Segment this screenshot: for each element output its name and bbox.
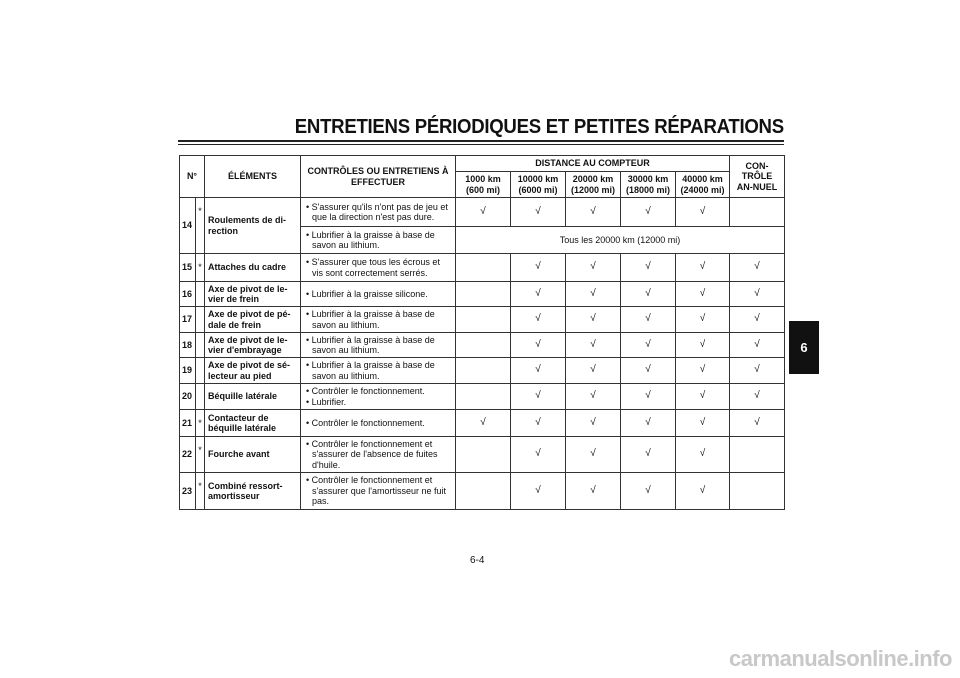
check-cell <box>730 358 785 384</box>
action-text: Lubrifier. <box>311 396 347 407</box>
action-text: Contrôler le fonctionnement et s'assurer de l'absence de fuites d'huile. <box>311 438 438 470</box>
table-row <box>180 282 785 307</box>
row-number: 23 <box>180 473 196 510</box>
action-text: S'assurer qu'ils n'ont pas de jeu et que la direction n'est pas dure. <box>311 201 448 222</box>
check-mark-icon: √ <box>535 338 541 350</box>
check-mark-icon: √ <box>590 261 596 273</box>
check-mark-icon: √ <box>754 338 760 350</box>
check-cell <box>621 384 676 410</box>
action-cell <box>301 358 456 384</box>
check-mark-icon: √ <box>645 205 651 217</box>
header-elements: ÉLÉMENTS <box>205 156 301 198</box>
table-row <box>180 198 785 227</box>
critical-star <box>196 333 205 358</box>
table-row <box>180 473 785 510</box>
action-cell <box>301 473 456 510</box>
action-cell <box>301 227 456 254</box>
action-text: Contrôler le fonctionnement. <box>311 386 425 396</box>
table-row <box>180 437 785 473</box>
check-cell <box>456 307 511 333</box>
check-mark-icon: √ <box>645 287 651 299</box>
check-mark-icon: √ <box>754 364 760 376</box>
page-number: 6-4 <box>470 555 485 566</box>
check-cell <box>456 254 511 282</box>
header-interval: 40000 km (24000 mi) <box>676 172 730 198</box>
check-cell <box>676 333 730 358</box>
check-cell <box>730 333 785 358</box>
maintenance-table <box>179 155 785 510</box>
header-no: N° <box>180 156 205 198</box>
check-cell <box>676 307 730 333</box>
critical-star: * <box>196 437 205 473</box>
row-number: 16 <box>180 282 196 307</box>
check-cell <box>456 333 511 358</box>
check-cell <box>566 358 621 384</box>
action-text: Lubrifier à la graisse à base de savon au lithium. <box>311 309 435 330</box>
action-item: • Contrôler le fonctionnement et s'assurer que l'amortisseur ne fuit pas. <box>306 475 446 507</box>
check-cell <box>621 198 676 227</box>
action-cell <box>301 198 456 227</box>
table-row <box>180 358 785 384</box>
check-cell <box>730 254 785 282</box>
check-cell <box>676 358 730 384</box>
check-mark-icon: √ <box>754 287 760 299</box>
check-cell <box>621 282 676 307</box>
action-cell <box>301 384 456 410</box>
critical-star: * <box>196 198 205 254</box>
header-distance: DISTANCE AU COMPTEUR <box>456 156 730 172</box>
check-mark-icon: √ <box>645 390 651 402</box>
check-cell <box>676 473 730 510</box>
check-mark-icon: √ <box>754 416 760 428</box>
row-number: 17 <box>180 307 196 333</box>
check-mark-icon: √ <box>645 313 651 325</box>
check-cell <box>730 437 785 473</box>
interval-note: Tous les 20000 km (12000 mi) <box>456 227 785 254</box>
check-cell <box>456 437 511 473</box>
check-mark-icon: √ <box>480 205 486 217</box>
check-cell <box>511 437 566 473</box>
element-name: Axe de pivot de sé-lecteur au pied <box>205 358 301 384</box>
check-cell <box>456 410 511 437</box>
element-name: Roulements de di-rection <box>205 198 301 254</box>
check-cell <box>511 254 566 282</box>
check-cell <box>566 333 621 358</box>
check-mark-icon: √ <box>645 416 651 428</box>
check-cell <box>566 384 621 410</box>
row-number: 15 <box>180 254 196 282</box>
check-mark-icon: √ <box>754 313 760 325</box>
header-controls: CONTRÔLES OU ENTRETIENS À EFFECTUER <box>301 156 456 198</box>
action-text: Lubrifier à la graisse à base de savon au lithium. <box>311 360 435 381</box>
check-cell <box>621 254 676 282</box>
header-annual: CON-TRÔLE AN-NUEL <box>730 156 785 198</box>
check-cell <box>676 254 730 282</box>
critical-star: * <box>196 410 205 437</box>
action-item: • Lubrifier. <box>306 396 347 407</box>
action-cell <box>301 410 456 437</box>
action-item: • Contrôler le fonctionnement et s'assurer de l'absence de fuites d'huile. <box>306 438 438 470</box>
check-mark-icon: √ <box>590 448 596 460</box>
check-mark-icon: √ <box>754 390 760 402</box>
check-cell <box>621 358 676 384</box>
check-mark-icon: √ <box>590 338 596 350</box>
row-number: 14 <box>180 198 196 254</box>
check-cell <box>566 254 621 282</box>
action-item: • S'assurer que tous les écrous et vis sont correctement serrés. <box>306 257 440 278</box>
row-number: 19 <box>180 358 196 384</box>
element-name: Béquille latérale <box>205 384 301 410</box>
check-cell <box>511 473 566 510</box>
check-mark-icon: √ <box>699 390 706 402</box>
check-mark-icon: √ <box>590 313 596 325</box>
check-mark-icon: √ <box>645 338 651 350</box>
element-name: Attaches du cadre <box>205 254 301 282</box>
critical-star: * <box>196 254 205 282</box>
check-mark-icon: √ <box>590 416 596 428</box>
chapter-tab[interactable]: 6 <box>789 321 819 374</box>
table-row <box>180 307 785 333</box>
check-cell <box>456 473 511 510</box>
check-cell <box>511 410 566 437</box>
check-cell <box>566 198 621 227</box>
element-name: Axe de pivot de pé-dale de frein <box>205 307 301 333</box>
element-name: Combiné ressort-amortisseur <box>205 473 301 510</box>
action-cell <box>301 254 456 282</box>
action-cell <box>301 437 456 473</box>
action-text: S'assurer que tous les écrous et vis sont correctement serrés. <box>311 257 440 278</box>
check-mark-icon: √ <box>699 261 706 273</box>
check-mark-icon: √ <box>535 364 541 376</box>
check-cell <box>730 307 785 333</box>
check-cell <box>511 198 566 227</box>
action-text: Contrôler le fonctionnement. <box>311 417 425 428</box>
check-mark-icon: √ <box>590 390 596 402</box>
check-cell <box>511 333 566 358</box>
check-cell <box>730 473 785 510</box>
check-mark-icon: √ <box>535 484 541 496</box>
check-cell <box>730 198 785 227</box>
critical-star: * <box>196 473 205 510</box>
check-cell <box>456 358 511 384</box>
action-item: • Lubrifier à la graisse à base de savon au lithium. <box>306 360 435 381</box>
title-rule-thin <box>178 144 784 145</box>
check-mark-icon: √ <box>535 416 541 428</box>
element-name: Axe de pivot de le-vier de frein <box>205 282 301 307</box>
check-mark-icon: √ <box>535 390 541 402</box>
table-row <box>180 333 785 358</box>
check-mark-icon: √ <box>535 287 541 299</box>
check-cell <box>730 282 785 307</box>
check-mark-icon: √ <box>699 287 706 299</box>
action-cell <box>301 307 456 333</box>
check-mark-icon: √ <box>699 364 706 376</box>
check-mark-icon: √ <box>535 205 541 217</box>
table-row <box>180 384 785 410</box>
table-row <box>180 254 785 282</box>
row-number: 21 <box>180 410 196 437</box>
check-cell <box>456 384 511 410</box>
check-mark-icon: √ <box>590 205 596 217</box>
header-interval: 30000 km (18000 mi) <box>621 172 676 198</box>
check-cell <box>456 198 511 227</box>
row-number: 22 <box>180 437 196 473</box>
element-name: Fourche avant <box>205 437 301 473</box>
check-cell <box>730 410 785 437</box>
check-mark-icon: √ <box>699 313 706 325</box>
action-text: Lubrifier à la graisse à base de savon au lithium. <box>311 334 435 355</box>
check-mark-icon: √ <box>699 205 706 217</box>
table-row <box>180 410 785 437</box>
action-item: • Lubrifier à la graisse à base de savon au lithium. <box>306 334 435 355</box>
critical-star <box>196 358 205 384</box>
action-item: • Contrôler le fonctionnement. <box>306 386 425 396</box>
check-mark-icon: √ <box>645 448 651 460</box>
action-text: Contrôler le fonctionnement et s'assurer que l'amortisseur ne fuit pas. <box>311 475 446 507</box>
check-cell <box>676 437 730 473</box>
title-rule <box>178 140 784 142</box>
check-cell <box>566 473 621 510</box>
check-cell <box>621 410 676 437</box>
check-mark-icon: √ <box>590 484 596 496</box>
action-item: • S'assurer qu'ils n'ont pas de jeu et que la direction n'est pas dure. <box>306 201 448 222</box>
check-cell <box>676 384 730 410</box>
check-mark-icon: √ <box>699 484 706 496</box>
check-cell <box>511 384 566 410</box>
action-text: Lubrifier à la graisse silicone. <box>311 288 428 299</box>
check-cell <box>566 437 621 473</box>
row-number: 20 <box>180 384 196 410</box>
check-cell <box>676 282 730 307</box>
check-cell <box>621 307 676 333</box>
check-mark-icon: √ <box>645 261 651 273</box>
action-item: • Lubrifier à la graisse à base de savon au lithium. <box>306 309 435 330</box>
check-cell <box>456 282 511 307</box>
check-cell <box>621 333 676 358</box>
check-mark-icon: √ <box>645 484 651 496</box>
check-mark-icon: √ <box>699 416 706 428</box>
critical-star <box>196 307 205 333</box>
check-cell <box>511 282 566 307</box>
action-item: • Contrôler le fonctionnement. <box>306 417 425 428</box>
row-number: 18 <box>180 333 196 358</box>
check-mark-icon: √ <box>535 261 541 273</box>
check-cell <box>511 358 566 384</box>
check-mark-icon: √ <box>590 364 596 376</box>
header-interval: 10000 km (6000 mi) <box>511 172 566 198</box>
check-cell <box>676 198 730 227</box>
check-cell <box>566 282 621 307</box>
action-item: • Lubrifier à la graisse à base de savon au lithium. <box>306 229 435 250</box>
critical-star <box>196 384 205 410</box>
element-name: Contacteur de béquille latérale <box>205 410 301 437</box>
check-cell <box>566 307 621 333</box>
action-cell <box>301 282 456 307</box>
page-title: ENTRETIENS PÉRIODIQUES ET PETITES RÉPARATIONS <box>294 116 784 138</box>
check-mark-icon: √ <box>699 448 706 460</box>
watermark: carmanualsonline.info <box>729 646 952 671</box>
check-mark-icon: √ <box>645 364 651 376</box>
action-item: • Lubrifier à la graisse silicone. <box>306 288 428 299</box>
check-cell <box>566 410 621 437</box>
check-mark-icon: √ <box>535 448 541 460</box>
check-cell <box>511 307 566 333</box>
element-name: Axe de pivot de le-vier d'embrayage <box>205 333 301 358</box>
check-cell <box>730 384 785 410</box>
check-mark-icon: √ <box>535 313 541 325</box>
check-cell <box>621 437 676 473</box>
check-mark-icon: √ <box>754 261 760 273</box>
check-mark-icon: √ <box>480 416 486 428</box>
critical-star <box>196 282 205 307</box>
check-cell <box>676 410 730 437</box>
check-mark-icon: √ <box>699 338 706 350</box>
check-cell <box>621 473 676 510</box>
header-interval: 20000 km (12000 mi) <box>566 172 621 198</box>
action-cell <box>301 333 456 358</box>
header-interval: 1000 km (600 mi) <box>456 172 511 198</box>
action-text: Lubrifier à la graisse à base de savon au lithium. <box>311 229 435 250</box>
check-mark-icon: √ <box>590 287 596 299</box>
